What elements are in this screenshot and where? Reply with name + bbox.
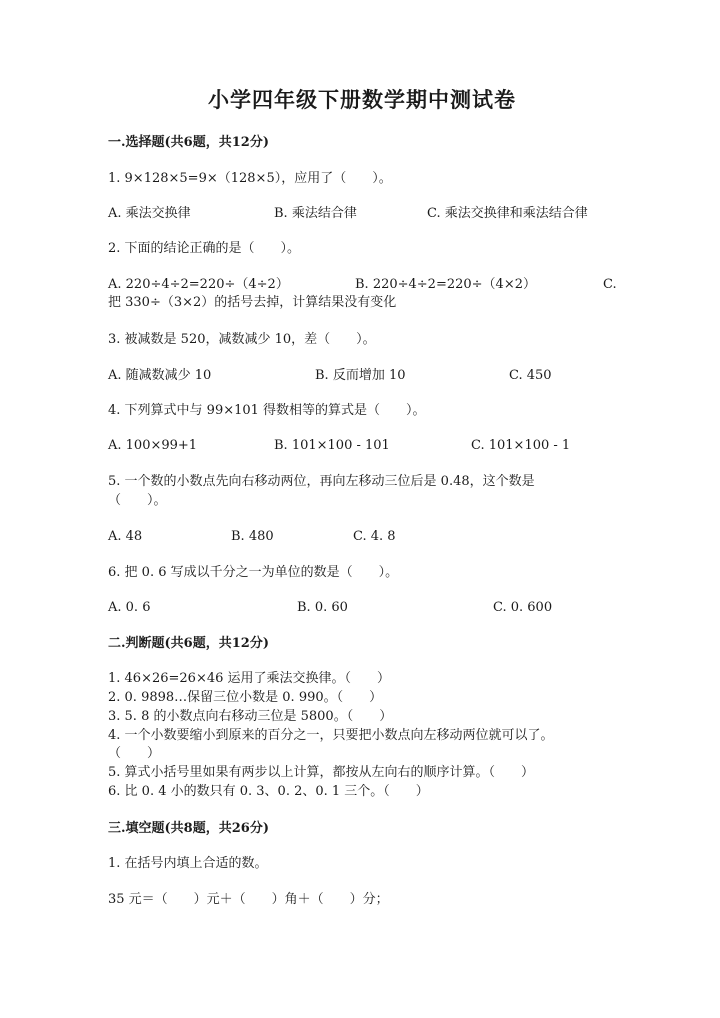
option-a: A. 乘法交换律 <box>108 206 191 221</box>
option-b: B. 0. 60 <box>297 600 348 615</box>
option-a: A. 100×99+1 <box>108 438 198 453</box>
option-c-label: C. <box>603 277 617 292</box>
option-a: A. 随减数减少 10 <box>108 368 212 383</box>
question-stem: 1. 在括号内填上合适的数。 <box>108 856 268 871</box>
question-stem: 2. 下面的结论正确的是（ ）。 <box>108 241 301 256</box>
section-heading-judgment: 二.判断题(共6题，共12分) <box>108 636 269 651</box>
option-b: B. 220÷4÷2=220÷（4×2） <box>355 277 536 292</box>
fill-line: 35 元＝（ ）元＋（ ）角＋（ ）分； <box>108 892 389 907</box>
question-stem: 1. 9×128×5=9×（128×5），应用了（ ）。 <box>108 171 392 186</box>
option-a: A. 48 <box>108 529 143 544</box>
question-stem: 5. 一个数的小数点先向右移动两位，再向左移动三位后是 0.48，这个数是 <box>108 474 535 489</box>
option-b: B. 101×100 - 101 <box>274 438 390 453</box>
option-b: B. 乘法结合律 <box>274 206 357 221</box>
section-heading-fill: 三.填空题(共8题，共26分) <box>108 821 269 836</box>
judgment-item: 4. 一个小数要缩小到原来的百分之一，只要把小数点向左移动两位就可以了。 <box>108 728 554 743</box>
option-c: C. 4. 8 <box>353 529 396 544</box>
judgment-item: 3. 5. 8 的小数点向右移动三位是 5800。（ ） <box>108 709 393 724</box>
judgment-item: 2. 0. 9898…保留三位小数是 0. 990。（ ） <box>108 690 383 705</box>
section-heading-choice: 一.选择题(共6题，共12分) <box>108 135 269 150</box>
option-a: A. 220÷4÷2=220÷（4÷2） <box>108 277 289 292</box>
question-stem: 3. 被减数是 520，减数减少 10，差（ ）。 <box>108 332 376 347</box>
option-b: B. 反而增加 10 <box>315 368 406 383</box>
option-b: B. 480 <box>231 529 274 544</box>
exam-title: 小学四年级下册数学期中测试卷 <box>208 87 516 112</box>
judgment-item-cont: （ ） <box>108 746 161 761</box>
option-a: A. 0. 6 <box>108 600 151 615</box>
option-c: C. 450 <box>509 368 552 383</box>
option-c: C. 0. 600 <box>493 600 553 615</box>
question-stem-cont: （ ）。 <box>108 493 167 508</box>
judgment-item: 5. 算式小括号里如果有两步以上计算，都按从左向右的顺序计算。（ ） <box>108 765 535 780</box>
option-c: C. 乘法交换律和乘法结合律 <box>427 206 588 221</box>
judgment-item: 6. 比 0. 4 小的数只有 0. 3、0. 2、0. 1 三个。（ ） <box>108 784 429 799</box>
option-c: C. 101×100 - 1 <box>471 438 571 453</box>
question-stem: 4. 下列算式中与 99×101 得数相等的算式是（ ）。 <box>108 403 426 418</box>
question-stem: 6. 把 0. 6 写成以千分之一为单位的数是（ ）。 <box>108 565 399 580</box>
option-c: 把 330÷（3×2）的括号去掉，计算结果没有变化 <box>108 295 397 310</box>
judgment-item: 1. 46×26=26×46 运用了乘法交换律。（ ） <box>108 671 391 686</box>
